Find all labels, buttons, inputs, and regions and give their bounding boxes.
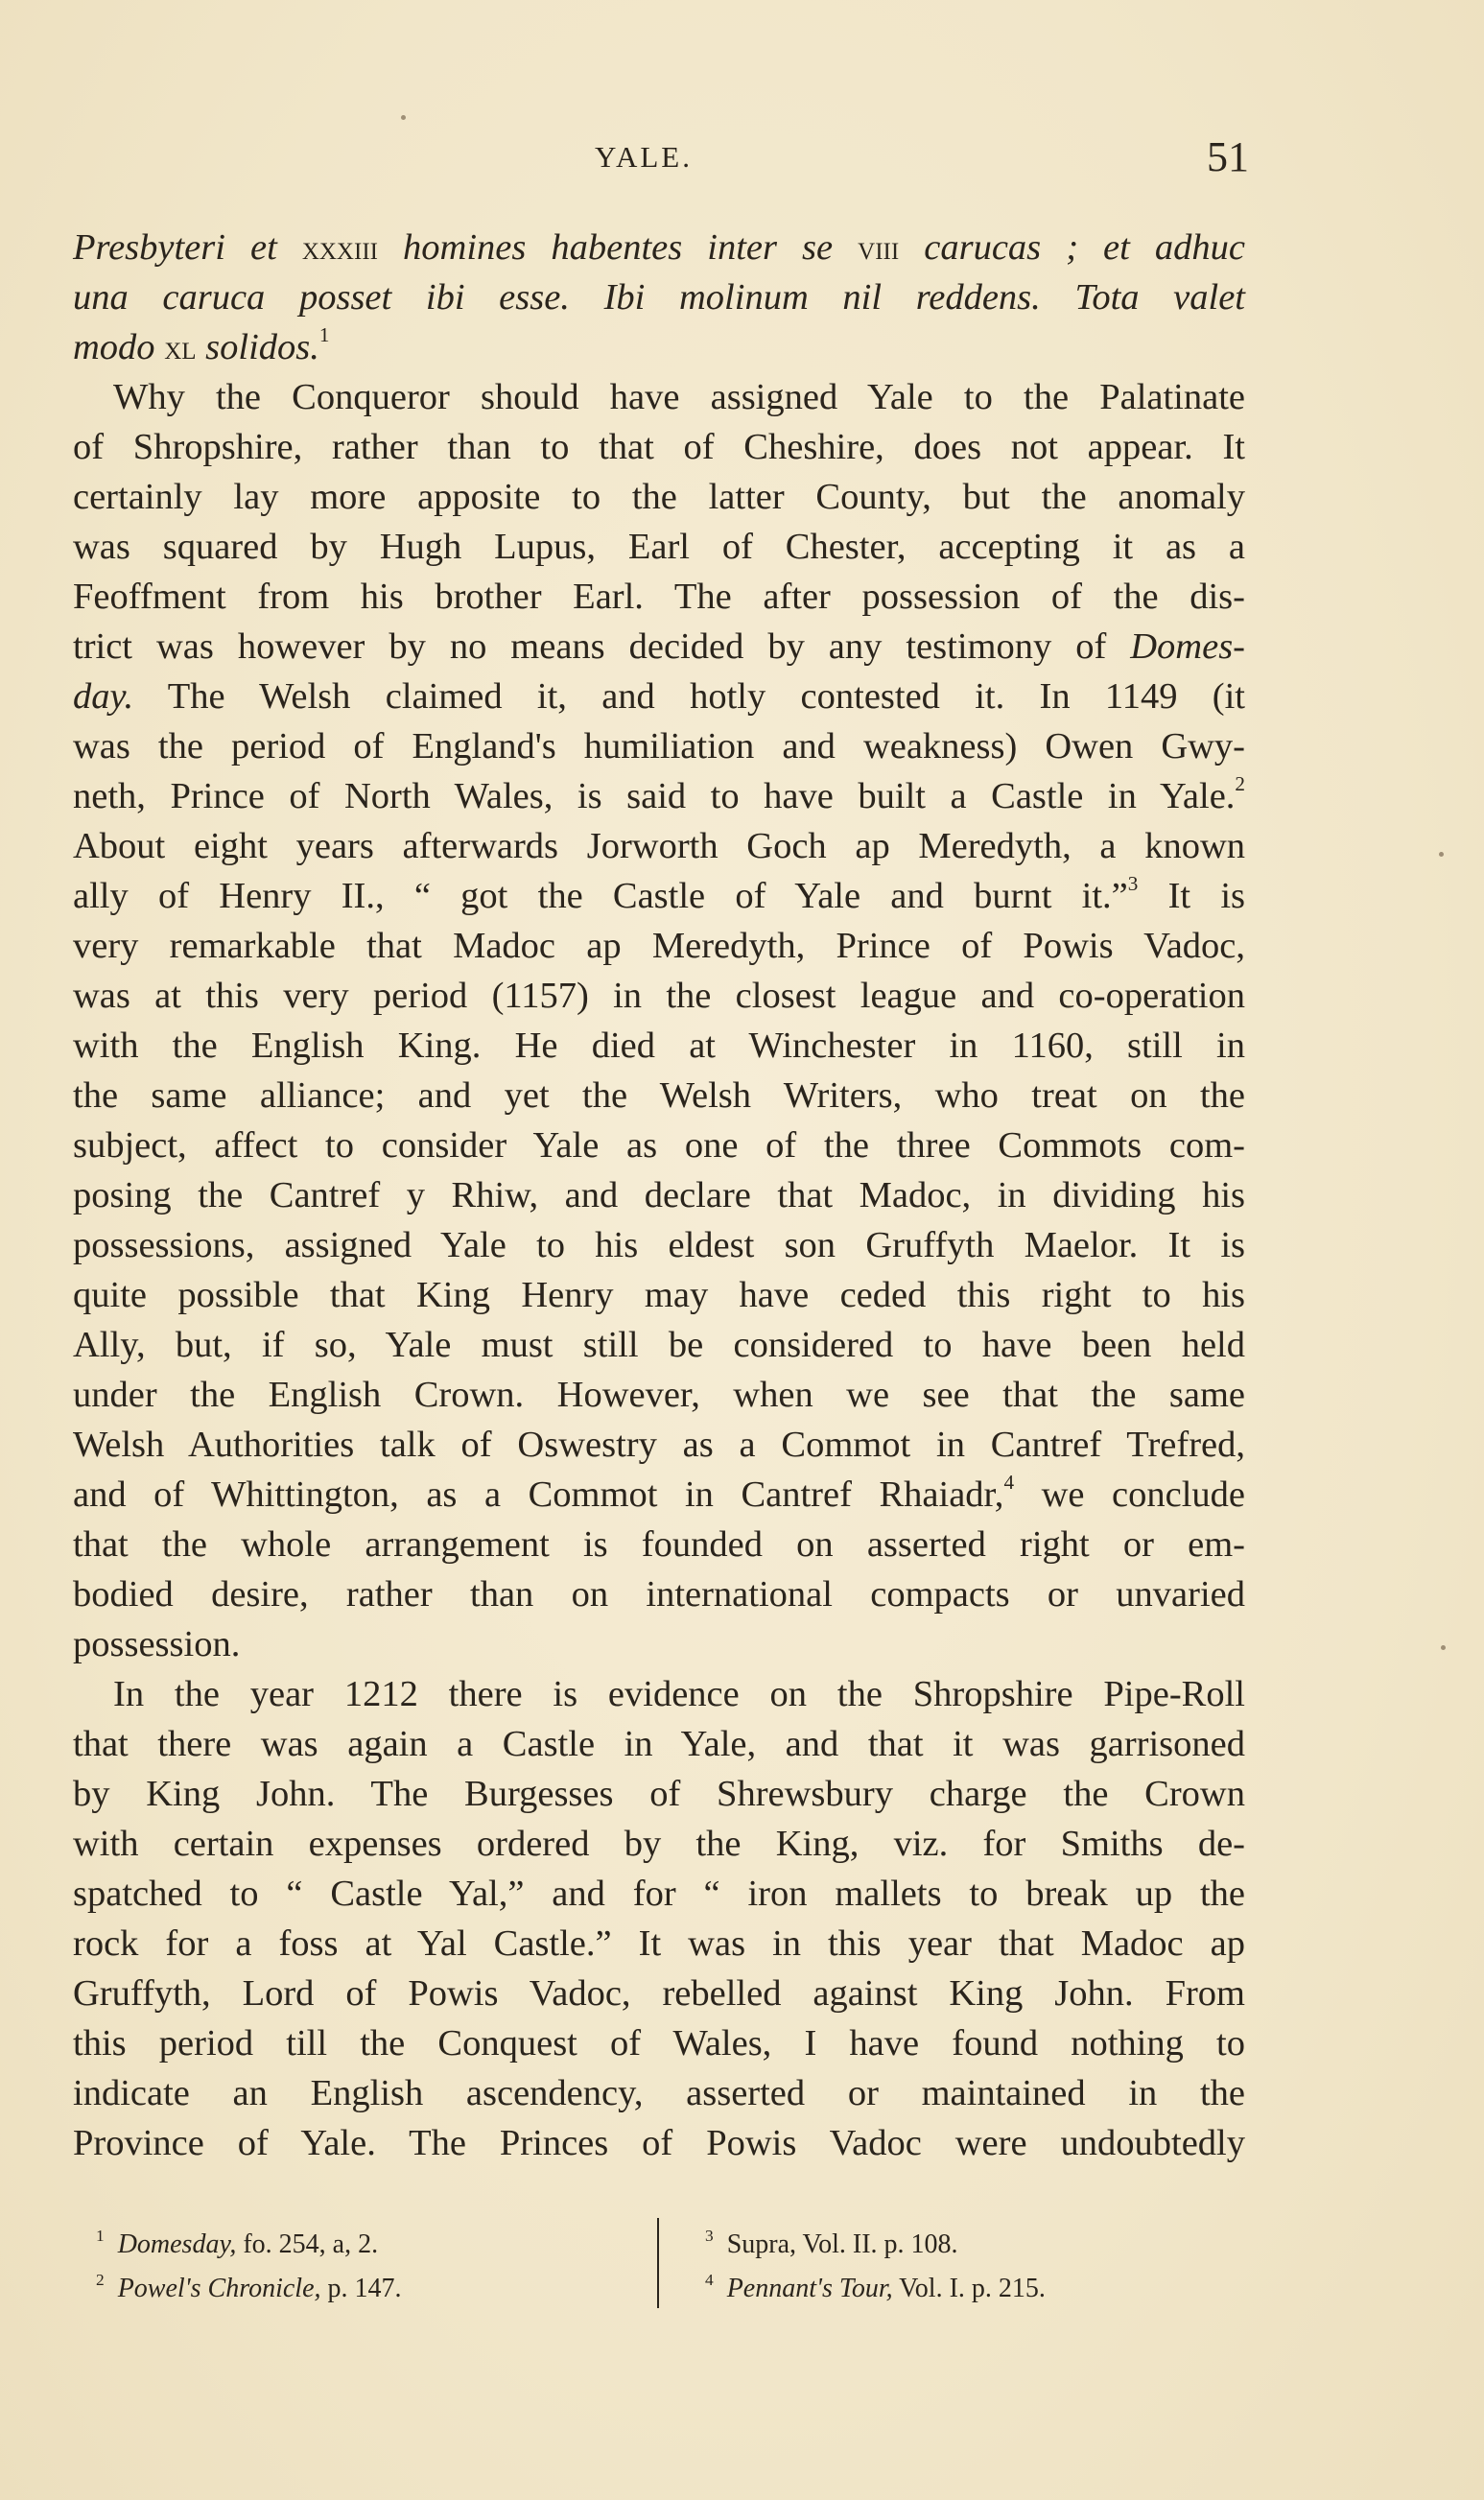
text-line: quite possible that King Henry may have ceded this right to his [73, 1275, 1245, 1315]
footnote-ref[interactable]: 2 [1235, 772, 1245, 796]
text-line: trict was however by no means decided by any testimony of Domes- [73, 626, 1245, 667]
text-line: with the English King. He died at Winchester in 1160, still in [73, 1026, 1245, 1066]
text-line: posing the Cantref y Rhiw, and declare that Madoc, in dividing his [73, 1175, 1245, 1215]
footnote-ref[interactable]: 3 [1127, 872, 1139, 896]
text-line: una caruca posset ibi esse. Ibi molinum nil reddens. Tota valet [73, 277, 1245, 318]
text-line: day. The Welsh claimed it, and hotly contested it. In 1149 (it [73, 676, 1245, 717]
text-line: neth, Prince of North Wales, is said to have built a Castle in Yale.$^2$ [73, 772, 1245, 816]
text-line: certainly lay more apposite to the latter County, but the anomaly [73, 477, 1245, 517]
text-line: In the year 1212 there is evidence on the Shropshire Pipe-Roll [113, 1674, 1245, 1714]
text-line: this period till the Conquest of Wales, I have found nothing to [73, 2023, 1245, 2064]
text-line: possessions, assigned Yale to his eldest son Gruffyth Maelor. It is [73, 1225, 1245, 1265]
text-line: was at this very period (1157) in the closest league and co-operation [73, 976, 1245, 1016]
text-line: subject, affect to consider Yale as one of the three Commots com- [73, 1125, 1245, 1166]
text-line: Why the Conqueror should have assigned Yale to the Palatinate [113, 377, 1245, 417]
text-line: was squared by Hugh Lupus, Earl of Chester, accepting it as a [73, 527, 1245, 567]
footnote-4: $^4$ Pennant's Tour, Vol. I. p. 215. [705, 2271, 1046, 2304]
body-text [73, 223, 1245, 2168]
text-line: was the period of England's humiliation and weakness) Owen Gwy- [73, 726, 1245, 767]
text-line: Feoffment from his brother Earl. The after possession of the dis- [73, 577, 1245, 617]
text-line: About eight years afterwards Jorworth Goch ap Meredyth, a known [73, 826, 1245, 866]
footnotes-right-column [705, 2214, 1046, 2302]
text-line: that the whole arrangement is founded on asserted right or em- [73, 1524, 1245, 1565]
footnotes [0, 2214, 1484, 2320]
text-line: bodied desire, rather than on international compacts or unvaried [73, 1574, 1245, 1615]
text-line: Presbyteri et xxxiii homines habentes inter se viii carucas ; et adhuc [73, 227, 1245, 268]
text-line: of Shropshire, rather than to that of Cheshire, does not appear. It [73, 427, 1245, 467]
text-line: modo xl solidos.$^1$ [73, 323, 330, 367]
paper-speck [1441, 1645, 1446, 1650]
text-line: and of Whittington, as a Commot in Cantref Rhaiadr,$^4$ we conclude [73, 1471, 1245, 1515]
text-line: Gruffyth, Lord of Powis Vadoc, rebelled against King John. From [73, 1973, 1245, 2014]
text-line: very remarkable that Madoc ap Meredyth, Prince of Powis Vadoc, [73, 926, 1245, 966]
text-line: indicate an English ascendency, asserted or maintained in the [73, 2073, 1245, 2113]
text-line: rock for a foss at Yal Castle.” It was in this year that Madoc ap [73, 1923, 1245, 1964]
text-line: possession. [73, 1624, 241, 1664]
footnote-1: $^1$ Domesday, fo. 254, a, 2. [96, 2227, 379, 2260]
text-line: with certain expenses ordered by the King, viz. for Smiths de- [73, 1824, 1245, 1864]
running-head [0, 132, 1484, 180]
text-line: Ally, but, if so, Yale must still be considered to have been held [73, 1325, 1245, 1365]
paper-speck [1439, 852, 1444, 857]
text-line: spatched to “ Castle Yal,” and for “ iron mallets to break up the [73, 1874, 1245, 1914]
footnotes-left-column [96, 2214, 402, 2302]
running-title: YALE. [595, 140, 693, 174]
page-number: 51 [1207, 133, 1249, 180]
text-line: Province of Yale. The Princes of Powis Vadoc were undoubtedly [73, 2123, 1245, 2163]
text-line: ally of Henry II., “ got the Castle of Yale and burnt it.”$^3$ It is [73, 872, 1246, 916]
text-line: the same alliance; and yet the Welsh Writers, who treat on the [73, 1075, 1245, 1116]
footnote-3: $^3$ Supra, Vol. II. p. 108. [705, 2227, 958, 2260]
footnote-ref[interactable]: 4 [1003, 1471, 1015, 1495]
footnote-divider [657, 2218, 659, 2308]
footnote-ref[interactable]: 1 [318, 323, 330, 347]
text-line: by King John. The Burgesses of Shrewsbury charge the Crown [73, 1774, 1245, 1814]
paper-speck [401, 115, 406, 120]
text-line: Welsh Authorities talk of Oswestry as a Commot in Cantref Trefred, [73, 1425, 1245, 1465]
footnote-2: $^2$ Powel's Chronicle, p. 147. [96, 2271, 402, 2304]
text-line: under the English Crown. However, when we see that the same [73, 1375, 1245, 1415]
text-line: that there was again a Castle in Yale, and that it was garrisoned [73, 1724, 1245, 1764]
